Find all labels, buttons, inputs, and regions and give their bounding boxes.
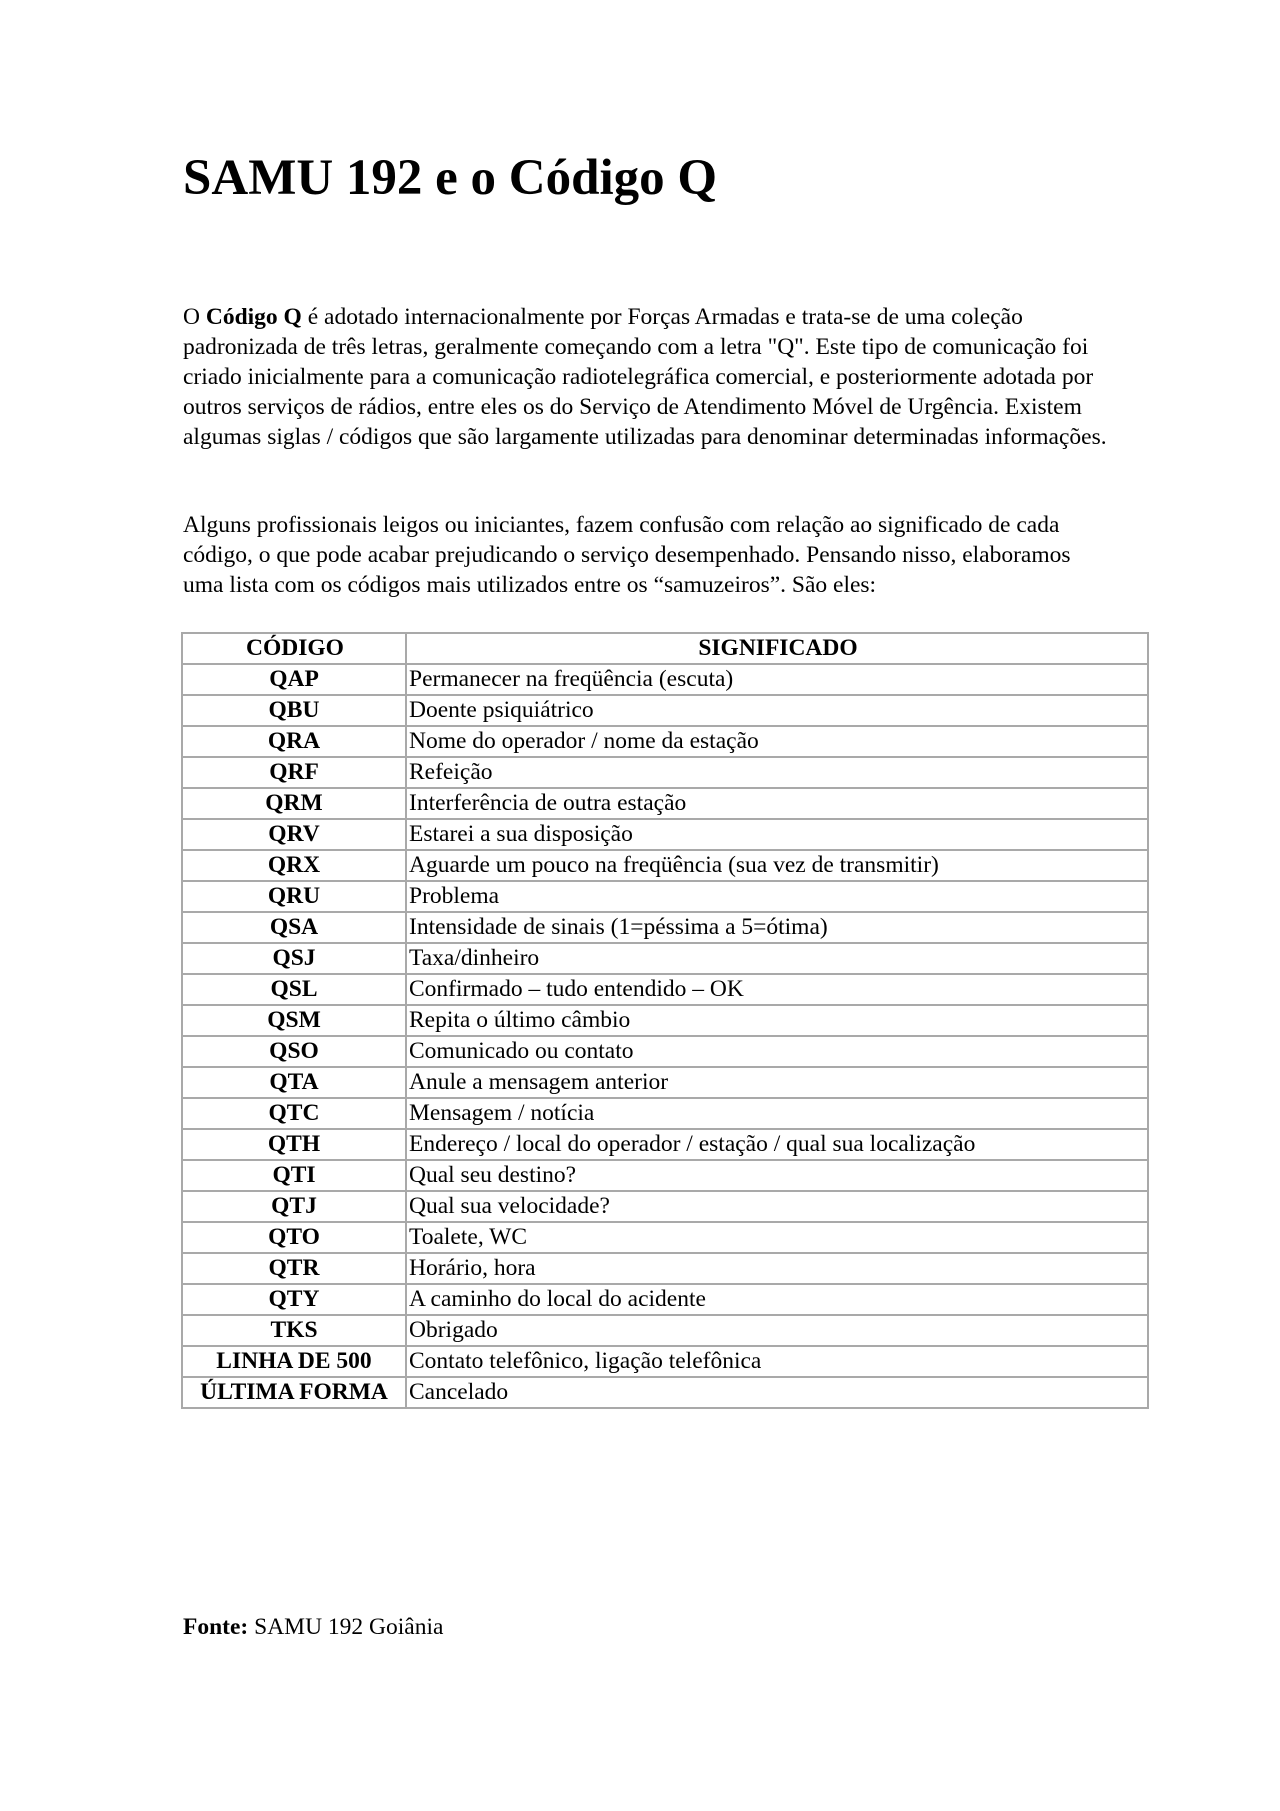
meaning-cell: Cancelado — [407, 1378, 1149, 1409]
meaning-cell: Qual seu destino? — [407, 1161, 1149, 1192]
meaning-cell: Doente psiquiátrico — [407, 696, 1149, 727]
table-row — [183, 727, 1149, 758]
meaning-cell: Taxa/dinheiro — [407, 944, 1149, 975]
table-row — [183, 944, 1149, 975]
table-row — [183, 696, 1149, 727]
code-cell: LINHA DE 500 — [183, 1347, 407, 1378]
table-row — [183, 1099, 1149, 1130]
code-cell: QRX — [183, 851, 407, 882]
code-cell: QSL — [183, 975, 407, 1006]
source-line — [183, 1612, 443, 1642]
table-row — [183, 1378, 1149, 1409]
meaning-cell: Obrigado — [407, 1316, 1149, 1347]
table-row — [183, 1068, 1149, 1099]
code-cell: QRA — [183, 727, 407, 758]
meaning-cell: Problema — [407, 882, 1149, 913]
meaning-cell: Nome do operador / nome da estação — [407, 727, 1149, 758]
meaning-cell: A caminho do local do acidente — [407, 1285, 1149, 1316]
intro-bold-term: Código Q — [205, 304, 302, 330]
meaning-cell: Mensagem / notícia — [407, 1099, 1149, 1130]
table-row — [183, 789, 1149, 820]
meaning-cell: Repita o último câmbio — [407, 1006, 1149, 1037]
meaning-cell: Refeição — [407, 758, 1149, 789]
table-row — [183, 1316, 1149, 1347]
code-cell: QAP — [183, 665, 407, 696]
code-cell: QSO — [183, 1037, 407, 1068]
table-row — [183, 820, 1149, 851]
table-row — [183, 1161, 1149, 1192]
code-cell: QTY — [183, 1285, 407, 1316]
meaning-cell: Toalete, WC — [407, 1223, 1149, 1254]
table-body — [183, 665, 1149, 1409]
intro-prefix: O — [183, 304, 206, 330]
meaning-cell: Aguarde um pouco na freqüência (sua vez de transmitir) — [407, 851, 1149, 882]
header-meaning: SIGNIFICADO — [407, 634, 1149, 665]
source-value: SAMU 192 Goiânia — [248, 1614, 444, 1640]
meaning-cell: Comunicado ou contato — [407, 1037, 1149, 1068]
code-cell: QRU — [183, 882, 407, 913]
code-cell: QTR — [183, 1254, 407, 1285]
table-row — [183, 1130, 1149, 1161]
code-cell: QBU — [183, 696, 407, 727]
table-row — [183, 1192, 1149, 1223]
meaning-cell: Contato telefônico, ligação telefônica — [407, 1347, 1149, 1378]
meaning-cell: Horário, hora — [407, 1254, 1149, 1285]
table-row — [183, 1347, 1149, 1378]
code-cell: QSJ — [183, 944, 407, 975]
meaning-cell: Estarei a sua disposição — [407, 820, 1149, 851]
q-code-table — [181, 632, 1149, 1409]
table-row — [183, 665, 1149, 696]
table-row — [183, 1285, 1149, 1316]
meaning-cell: Qual sua velocidade? — [407, 1192, 1149, 1223]
table-row — [183, 1006, 1149, 1037]
code-cell: QTJ — [183, 1192, 407, 1223]
table-row — [183, 851, 1149, 882]
code-cell: QSA — [183, 913, 407, 944]
intro-text: é adotado internacionalmente por Forças Armadas e trata-se de uma coleção padronizada de três letras, geralmente começando com a letra "Q". Este tipo de comunicação foi criado inicialmente para a comunicação radiotelegráfica comercial, e posteriormente adotada por outros serviços de rádios, entre eles os do Serviço de Atendimento Móvel de Urgência. Existem algumas siglas / códigos que são largamente utilizadas para denominar determinadas informações. — [183, 304, 1107, 450]
intro-paragraph — [183, 302, 1113, 452]
code-cell: QSM — [183, 1006, 407, 1037]
table-row — [183, 882, 1149, 913]
table-row — [183, 913, 1149, 944]
page-title: SAMU 192 e o Código Q — [183, 150, 718, 206]
meaning-cell: Interferência de outra estação — [407, 789, 1149, 820]
code-cell: QTA — [183, 1068, 407, 1099]
meaning-cell: Intensidade de sinais (1=péssima a 5=ótima) — [407, 913, 1149, 944]
table-row — [183, 1037, 1149, 1068]
code-cell: QRF — [183, 758, 407, 789]
table-row — [183, 1223, 1149, 1254]
table-row — [183, 1254, 1149, 1285]
code-cell: ÚLTIMA FORMA — [183, 1378, 407, 1409]
meaning-cell: Confirmado – tudo entendido – OK — [407, 975, 1149, 1006]
second-paragraph: Alguns profissionais leigos ou iniciantes, fazem confusão com relação ao significado de cada código, o que pode acabar prejudicando o serviço desempenhado. Pensando nisso, elaboramos uma lista com os códigos mais utilizados entre os “samuzeiros”. São eles: — [183, 512, 1071, 598]
source-label: Fonte: — [183, 1614, 249, 1640]
code-cell: QTH — [183, 1130, 407, 1161]
code-cell: TKS — [183, 1316, 407, 1347]
code-cell: QTI — [183, 1161, 407, 1192]
code-cell: QTC — [183, 1099, 407, 1130]
meaning-cell: Permanecer na freqüência (escuta) — [407, 665, 1149, 696]
meaning-cell: Anule a mensagem anterior — [407, 1068, 1149, 1099]
code-cell: QTO — [183, 1223, 407, 1254]
code-cell: QRV — [183, 820, 407, 851]
table-header-row — [183, 634, 1149, 665]
header-code: CÓDIGO — [183, 634, 407, 665]
code-cell: QRM — [183, 789, 407, 820]
meaning-cell: Endereço / local do operador / estação / qual sua localização — [407, 1130, 1149, 1161]
table-row — [183, 758, 1149, 789]
table-row — [183, 975, 1149, 1006]
